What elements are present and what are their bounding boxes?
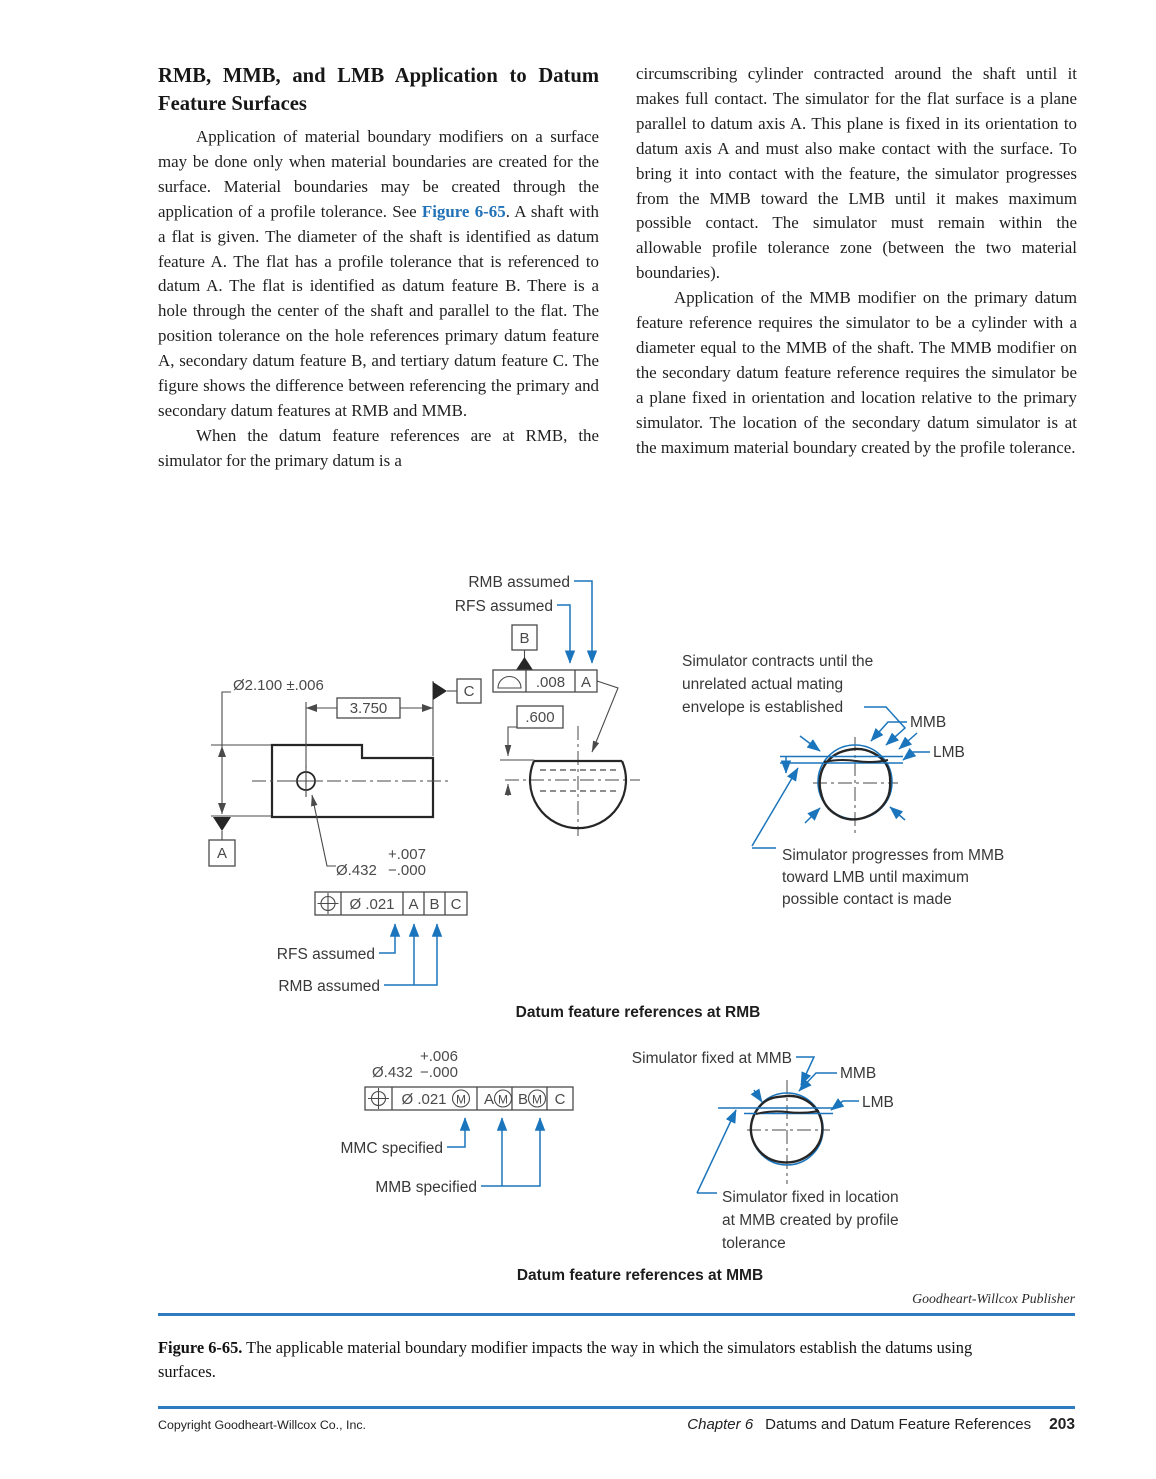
sim-fixed-loc-line2: at MMB created by profile xyxy=(722,1212,899,1229)
position-fcf-mmb xyxy=(365,1087,573,1110)
sim-progresses-line3: possible contact is made xyxy=(782,891,952,908)
sim-fixed-label: Simulator fixed at MMB xyxy=(631,1050,792,1067)
copyright-text: Copyright Goodheart-Willcox Co., Inc. xyxy=(158,1418,366,1432)
mmb-section-caption: Datum feature references at MMB xyxy=(516,1267,764,1284)
sim-contracts-line2: unrelated actual mating xyxy=(682,676,844,693)
rmb-assumed-leader xyxy=(574,581,592,663)
pos-datum-3: C xyxy=(450,896,462,913)
hole-tol-minus-mmb: −.000 xyxy=(420,1064,458,1081)
rmb-simulator-diagram xyxy=(752,733,917,848)
mmb-specified-leader xyxy=(481,1118,540,1186)
paragraph-text: Application of material boundary modifiers on a surface may be done only when material boundaries are created for the surface. Material boundaries may be created through the application of a profile tolerance. See xyxy=(158,127,599,221)
page-number: 203 xyxy=(1049,1416,1075,1433)
rmb-assumed-bottom-label: RMB assumed xyxy=(278,978,380,995)
paragraph-text: . A shaft with a flat is given. The diameter of the shaft is identified as datum feature A. The flat has a profile tolerance that is referenced to datum A. The flat is identified as datum feature B. There is a hole through the center of the shaft and parallel to the flat. The position tolerance on the hole references primary datum feature A, secondary datum feature B, and tertiary datum feature C. The figure shows the difference between referencing the primary and secondary datum features at RMB and MMB. xyxy=(158,201,599,420)
pos-datum-1: A xyxy=(408,896,419,913)
rmb-section-caption: Datum feature references at RMB xyxy=(515,1004,761,1021)
pos-tolerance-mmb: Ø .021 xyxy=(401,1091,447,1108)
paragraph-4: Application of the MMB modifier on the primary datum feature reference requires the simulator to be a cylinder with a diameter equal to the MMB of the shaft. The MMB modifier on the secondary datum feature reference requires the simulator be a plane fixed in orientation and location relative to the primary simulator. The location of the secondary datum simulator is at the maximum material boundary created by the profile tolerance. xyxy=(636,288,1077,457)
position-fcf-rmb xyxy=(315,892,467,915)
mmb-simulator-diagram xyxy=(697,1080,834,1193)
chapter-title: Datums and Datum Feature References xyxy=(765,1416,1032,1433)
datum-b-letter: B xyxy=(519,630,530,647)
sim-contracts-line1: Simulator contracts until the xyxy=(682,653,874,670)
rmb-assumed-top-label: RMB assumed xyxy=(468,574,570,591)
sim-fixed-leader xyxy=(796,1057,814,1085)
profile-of-surface-icon xyxy=(498,677,521,689)
hole-tol-minus: −.000 xyxy=(388,862,426,879)
pos-datum-3-mmb: C xyxy=(554,1091,566,1108)
profile-datum-ref: A xyxy=(580,674,592,691)
pos-datum-2-mmb: B xyxy=(517,1091,529,1108)
hole-diameter: Ø.432 xyxy=(336,862,377,879)
figure-link[interactable]: Figure 6-65 xyxy=(421,201,506,221)
pos-datum-2: B xyxy=(429,896,440,913)
datum-b-triangle-icon xyxy=(516,657,533,670)
lmb-label-rmb: LMB xyxy=(933,744,965,761)
lmb-leader-mmb xyxy=(831,1101,859,1110)
mmb-label-mmb: MMB xyxy=(840,1065,877,1082)
hole-dim-leader xyxy=(312,795,336,866)
mmc-specified-leader xyxy=(447,1118,465,1147)
pos-datum-1-mmb: A xyxy=(483,1091,495,1108)
datum-c-letter: C xyxy=(463,683,475,700)
position-symbol-icon xyxy=(318,893,339,914)
rfs-assumed-bottom-label: RFS assumed xyxy=(276,946,375,963)
datum-a-letter: A xyxy=(216,845,228,862)
hole-diameter-mmb: Ø.432 xyxy=(372,1064,413,1081)
lmb-label-mmb: LMB xyxy=(862,1094,894,1111)
profile-fcf xyxy=(493,670,597,692)
sim-fixed-loc-line3: tolerance xyxy=(722,1235,786,1252)
datum-c-triangle-icon xyxy=(433,682,447,700)
footer-rule xyxy=(158,1406,1075,1409)
profile-tolerance: .008 xyxy=(535,674,566,691)
page-footer xyxy=(158,1416,1075,1434)
section-heading: RMB, MMB, and LMB Application to Datum Feature Surfaces xyxy=(158,65,599,115)
lmb-leader-rmb xyxy=(903,752,930,760)
figure-caption-number: Figure 6-65. xyxy=(158,1338,243,1358)
shaft-diameter-dim: Ø2.100 ±.006 xyxy=(233,677,324,694)
position-symbol-icon xyxy=(368,1088,389,1109)
chapter-number: Chapter 6 xyxy=(687,1416,754,1433)
actual-surface-wavy xyxy=(820,749,891,820)
figure-caption-text: The applicable material boundary modifier impacts the way in which the simulators establish the datums using surfaces. xyxy=(158,1338,973,1381)
mmb-specified-label: MMB specified xyxy=(375,1179,477,1196)
hole-tol-plus: +.007 xyxy=(388,846,426,863)
svg-text:M: M xyxy=(498,1092,508,1107)
svg-text:M: M xyxy=(532,1092,542,1107)
publisher-credit: Goodheart-Willcox Publisher xyxy=(912,1291,1075,1306)
paragraph-3: circumscribing cylinder contracted around the shaft until it makes full contact. The simulator for the flat surface is a plane parallel to datum axis A. This plane is fixed in its orientation to datum axis A and must also make contact with the surface. To bring it into contact with the feature, the simulator progresses from the MMB toward the LMB until it makes maximum possible contact. The simulator must remain within the allowable profile tolerance zone (between the two material boundaries). xyxy=(636,64,1077,283)
svg-text:M: M xyxy=(456,1092,466,1107)
sim-fixed-loc-line1: Simulator fixed in location xyxy=(722,1189,899,1206)
pos-tolerance: Ø .021 xyxy=(349,896,395,913)
hole-tol-plus-mmb: +.006 xyxy=(420,1048,458,1065)
rfs-assumed-top-label: RFS assumed xyxy=(454,598,553,615)
sim-contracts-line3: envelope is established xyxy=(682,699,844,716)
datum-a-triangle-icon xyxy=(213,817,231,831)
paragraph-2: When the datum feature references are at RMB, the simulator for the primary datum is a xyxy=(158,425,599,470)
rmb-assumed-bottom-leader xyxy=(384,924,437,985)
sim-progresses-line2: toward LMB until maximum xyxy=(782,869,969,886)
sim-progresses-line1: Simulator progresses from MMB xyxy=(782,847,1005,864)
flat-dim: .600 xyxy=(525,709,555,726)
mmb-label-rmb: MMB xyxy=(910,714,947,731)
length-dim: 3.750 xyxy=(349,700,388,717)
mmc-specified-label: MMC specified xyxy=(340,1140,443,1157)
rfs-assumed-bottom-leader xyxy=(379,924,395,953)
rfs-assumed-leader xyxy=(557,605,570,663)
figure-caption xyxy=(158,1336,988,1383)
caption-divider-rule xyxy=(158,1313,1075,1316)
